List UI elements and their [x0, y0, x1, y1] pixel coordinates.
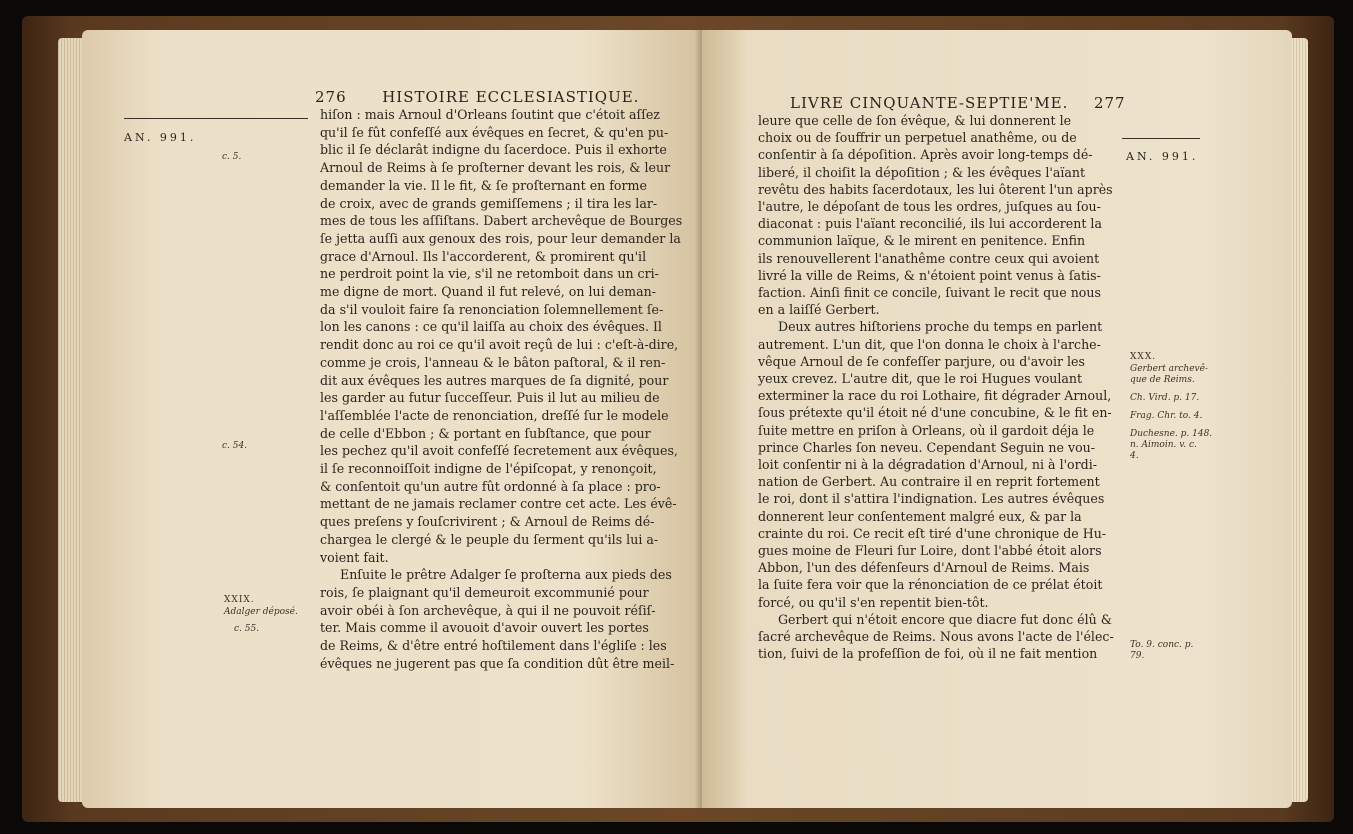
text-line: demander la vie. Il le fit, & ſe proſternant en forme: [320, 177, 647, 193]
margin-note-gerbert-2: que de Reims.: [1130, 375, 1195, 385]
text-line: Gerbert qui n'étoit encore que diacre fut donc élû &: [778, 611, 1112, 627]
text-line: loit conſentir ni à la dégradation d'Arnoul, ni à l'ordi-: [758, 457, 1098, 472]
margin-note-gerbert-1: Gerbert archevê-: [1130, 364, 1208, 374]
margin-note-c55: c. 55.: [234, 624, 260, 634]
text-line: les pechez qu'il avoit confeſſé ſecretement aux évêques,: [320, 443, 678, 459]
margin-note-duchesne: Duchesne. p. 148.: [1130, 429, 1213, 439]
text-line: la ſuite fera voir que la rénonciation de ce prélat étoit: [758, 577, 1103, 593]
text-line: donnerent leur conſentement malgré eux, & par la: [758, 508, 1082, 524]
text-line: Arnoul de Reims à ſe proſterner devant les rois, & leur: [320, 160, 671, 176]
text-line: ſe jetta auſſi aux genoux des rois, pour leur demander la: [320, 230, 681, 246]
text-line: nation de Gerbert. Au contraire il en reprit fortement: [758, 474, 1100, 490]
text-line: le roi, dont il s'attira l'indignation. Les autres évêques: [758, 491, 1105, 507]
text-line: leure que celle de ſon évêque, & lui donnerent le: [758, 113, 1072, 128]
margin-note-aimoin: n. Aimoin. v. c.: [1130, 440, 1197, 450]
text-line: comme je crois, l'anneau & le bâton paſtoral, & il ren-: [320, 354, 666, 370]
text-line: ſous prétexte qu'il étoit né d'une concubine, & le fit en-: [758, 405, 1112, 421]
left-page-header: [315, 88, 639, 106]
text-line: mettant de ne jamais reclamer contre cet acte. Les évê-: [320, 496, 677, 512]
right-margin-year: AN. 991.: [1126, 150, 1199, 163]
margin-note-c5: c. 5.: [222, 152, 242, 162]
margin-note-adalger: Adalger déposé.: [224, 607, 298, 617]
margin-section-xxx: XXX.: [1130, 352, 1157, 362]
left-running-title: HISTOIRE ECCLESIASTIQUE.: [382, 88, 640, 106]
text-line: liberé, il choiſit la dépoſition ; & les évêques l'aïant: [758, 164, 1086, 180]
text-line: il ſe reconnoiſſoit indigne de l'épiſcopat, y renonçoit,: [320, 461, 657, 476]
text-line: hiſon : mais Arnoul d'Orleans ſoutint que c'étoit aſſez: [320, 107, 660, 122]
text-line: qu'il ſe fût confeſſé aux évêques en ſecret, & qu'en pu-: [320, 124, 669, 140]
text-line: & conſentoit qu'un autre fût ordonné à ſa place : pro-: [320, 478, 661, 494]
left-page-number: 276: [315, 88, 347, 106]
right-page-number: 277: [1093, 94, 1126, 112]
text-line: chargea le clergé & le peuple du ſerment qu'ils lui a-: [320, 531, 659, 547]
text-line: tion, ſuivi de la profeſſion de foi, où il ne fait mention: [758, 646, 1098, 662]
text-line: rois, ſe plaignant qu'il demeuroit excommunié pour: [320, 584, 649, 600]
text-line: gues moine de Fleuri ſur Loire, dont l'abbé étoit alors: [758, 543, 1102, 558]
text-line: ne perdroit point la vie, s'il ne retomboit dans un cri-: [320, 266, 659, 282]
text-line: évêques ne jugerent pas que ſa condition dût être meil-: [320, 655, 675, 671]
left-margin-rule: [124, 118, 308, 119]
text-line: Enſuite le prêtre Adalger ſe proſterna aux pieds des: [340, 567, 672, 583]
margin-section-xxix: XXIX.: [224, 595, 255, 605]
margin-note-four: 4.: [1130, 451, 1139, 461]
left-page: [82, 30, 708, 808]
text-line: mes de tous les aſſiſtans. Dabert archevêque de Bourges: [320, 213, 683, 229]
text-line: Abbon, l'un des défenſeurs d'Arnoul de Reims. Mais: [758, 560, 1090, 576]
right-page: [702, 30, 1292, 808]
text-line: forcé, ou qu'il s'en repentit bien-tôt.: [758, 594, 989, 610]
text-line: l'aſſemblée l'acte de renonciation, dreſſé ſur le modele: [320, 407, 669, 423]
text-line: voient fait.: [320, 549, 389, 565]
text-line: vêque Arnoul de ſe confeſſer parjure, ou d'avoir les: [758, 353, 1085, 369]
text-line: dit aux évêques les autres marques de ſa dignité, pour: [320, 372, 669, 388]
text-line: conſentir à ſa dépoſition. Après avoir long-temps dé-: [758, 147, 1093, 163]
text-line: rendit donc au roi ce qu'il avoit reçû de lui : c'eſt-à-dire,: [320, 337, 679, 353]
margin-note-conc: To. 9. conc. p.: [1130, 640, 1194, 650]
text-line: faction. Ainſi finit ce concile, ſuivant le recit que nous: [758, 285, 1101, 300]
left-margin-year: AN. 991.: [124, 131, 197, 144]
text-line: l'autre, le dépoſant de tous les ordres, juſques au ſou-: [758, 199, 1101, 214]
text-line: ques preſens y ſouſcrivirent ; & Arnoul de Reims dé-: [320, 514, 655, 530]
text-line: ſuite mettre en priſon à Orleans, où il gardoit déja le: [758, 422, 1095, 438]
text-line: blic il ſe déclarât indigne du ſacerdoce. Puis il exhorte: [320, 142, 667, 158]
right-page-header: [790, 94, 1126, 112]
text-line: crainte du roi. Ce recit eſt tiré d'une chronique de Hu-: [758, 525, 1107, 541]
text-line: de croix, avec de grands gemiſſemens ; il tira les lar-: [320, 195, 658, 211]
right-running-title: LIVRE CINQUANTE-SEPTIE'ME.: [790, 94, 1069, 112]
text-line: ils renouvellerent l'anathême contre ceux qui avoient: [758, 250, 1100, 266]
text-line: ter. Mais comme il avouoit d'avoir ouvert les portes: [320, 620, 649, 636]
text-line: choix ou de ſouffrir un perpetuel anathême, ou de: [758, 130, 1077, 146]
text-line: me digne de mort. Quand il fut relevé, on lui deman-: [320, 284, 656, 299]
text-line: autrement. L'un dit, que l'on donna le choix à l'arche-: [758, 336, 1101, 352]
book-spread: [22, 16, 1334, 822]
text-line: Deux autres hiſtoriens proche du temps en parlent: [778, 319, 1103, 335]
margin-note-c54: c. 54.: [222, 441, 248, 451]
text-line: revêtu des habits ſacerdotaux, les lui ôterent l'un après: [758, 181, 1113, 197]
text-line: exterminer la race du roi Lothaire, fit dégrader Arnoul,: [758, 388, 1112, 404]
text-line: ſacré archevêque de Reims. Nous avons l'acte de l'élec-: [758, 629, 1114, 644]
right-margin-rule: [1122, 138, 1200, 139]
text-line: de celle d'Ebbon ; & portant en ſubſtance, que pour: [320, 425, 651, 441]
text-line: en a laiſſé Gerbert.: [758, 302, 880, 318]
text-line: yeux crevez. L'autre dit, que le roi Hugues voulant: [758, 371, 1083, 386]
text-line: avoir obéi à ſon archevêque, à qui il ne pouvoit réſiſ-: [320, 602, 656, 618]
margin-note-79: 79.: [1130, 651, 1145, 661]
text-line: livré la ville de Reims, & n'étoient point venus à ſatis-: [758, 267, 1101, 283]
text-line: da s'il vouloit faire ſa renonciation ſolemnellement ſe-: [320, 301, 664, 317]
text-line: grace d'Arnoul. Ils l'accorderent, & promirent qu'il: [320, 248, 647, 264]
text-line: communion laïque, & le mirent en penitence. Enfin: [758, 233, 1086, 249]
text-line: lon les canons : ce qu'il laiſſa au choix des évêques. Il: [320, 319, 662, 335]
margin-note-ch-vird: Ch. Vird. p. 17.: [1130, 393, 1200, 403]
text-line: de Reims, & d'être entré hoſtilement dans l'égliſe : les: [320, 638, 667, 653]
text-line: prince Charles ſon neveu. Cependant Seguin ne vou-: [758, 439, 1096, 455]
margin-note-frag-chr: Frag. Chr. to. 4.: [1130, 411, 1203, 421]
text-line: les garder au futur ſucceſſeur. Puis il lut au milieu de: [320, 390, 660, 406]
text-line: diaconat : puis l'aïant reconcilié, ils lui accorderent la: [758, 216, 1102, 232]
